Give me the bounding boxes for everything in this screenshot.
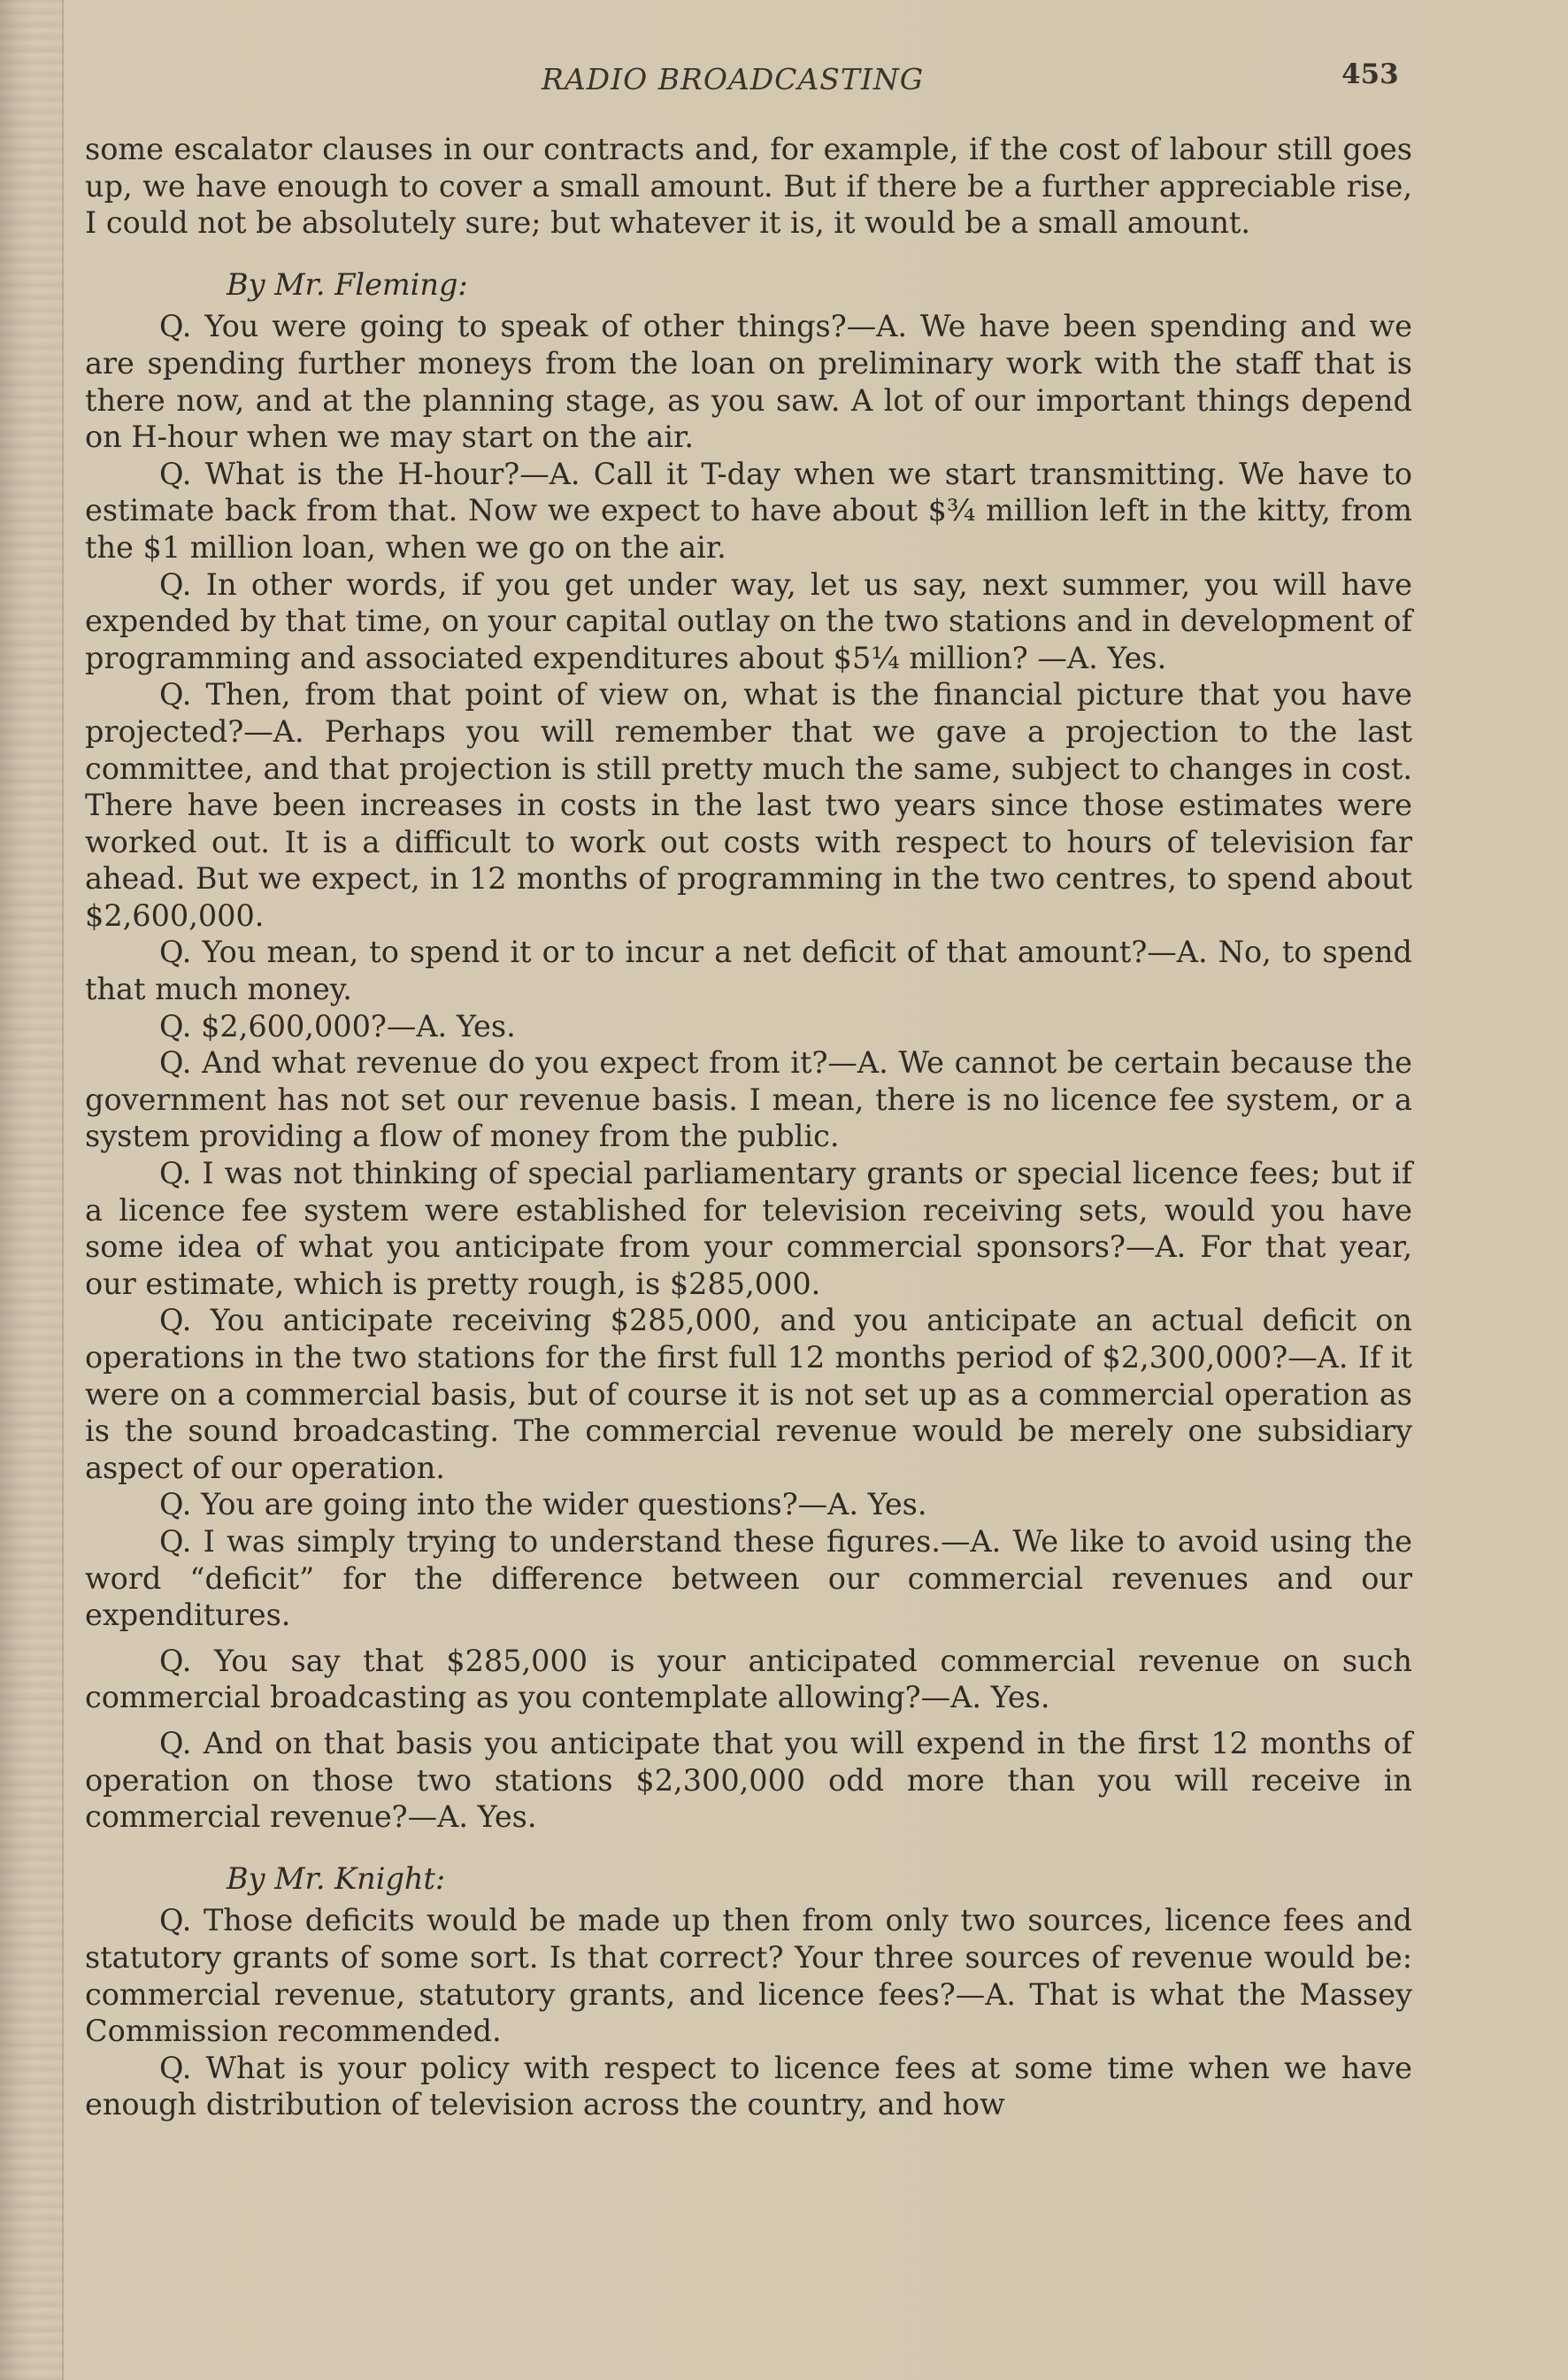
paragraph: Q. You mean, to spend it or to incur a net deficit of that amount?—A. No, to spend that much money. <box>85 935 1412 1007</box>
paragraph: some escalator clauses in our contracts and, for example, if the cost of labour still goes up, we have enough to cover a small amount. But if there be a further appreciable rise, I could not be absolutely sure; but whatever it is, it would be a small amount. <box>85 132 1412 241</box>
speaker-heading: By Mr. Fleming: <box>227 266 468 302</box>
paragraph: Q. You were going to speak of other things?—A. We have been spending and we are spending further moneys from the loan on preliminary work with the staff that is there now, and at the planning stage, as you saw. A lot of our important things depend on H-hour when we may start on the air. <box>85 309 1412 455</box>
paragraph: Q. I was simply trying to understand these figures.—A. We like to avoid using the word “deficit” for the difference between our commercial revenues and our expenditures. <box>85 1523 1412 1633</box>
paragraph: Q. You anticipate receiving $285,000, and you anticipate an actual deficit on operations in the two stations for the first full 12 months period of $2,300,000?—A. If it were on a commercial basis, but of course it is not set up as a commercial operation as is the sound broadcasting. The commercial revenue would be merely one subsidiary aspect of our operation. <box>85 1303 1412 1485</box>
paragraph: Q. What is your policy with respect to licence fees at some time when we have enough distribution of television across the country, and how <box>85 2050 1412 2122</box>
paragraph: Q. $2,600,000?—A. Yes. <box>159 1008 516 1044</box>
speaker-heading: By Mr. Knight: <box>227 1860 446 1896</box>
paragraph: Q. Those deficits would be made up then from only two sources, licence fees and statutory grants of some sort. Is that correct? Your three sources of revenue would be: commercial revenue, statutory grants, and licence fees?—A. That is what the Massey Commission recommended. <box>85 1903 1412 2049</box>
paragraph: Q. You say that $285,000 is your anticipated commercial revenue on such commercial broadcasting as you contemplate allowing?—A. Yes. <box>85 1643 1412 1715</box>
paragraph-gap <box>85 1716 1412 1725</box>
paragraph: Q. And what revenue do you expect from it?—A. We cannot be certain because the government has not set our revenue basis. I mean, there is no licence fee system, or a system providing a flow of money from the public. <box>85 1045 1412 1154</box>
running-title: RADIO BROADCASTING <box>542 62 925 96</box>
page-number: 453 <box>1341 58 1399 90</box>
paragraph-gap <box>85 1634 1412 1643</box>
paragraph: Q. Then, from that point of view on, what is the financial picture that you have projected?—A. Perhaps you will remember that we gave a projection to the last committee, and that projection is still pretty much the same, subject to changes in cost. There have been increases in costs in the last two years since those estimates were worked out. It is a difficult to work out costs with respect to hours of television far ahead. But we expect, in 12 months of programming in the two centres, to spend about $2,600,000. <box>85 677 1412 933</box>
running-head <box>0 57 1568 99</box>
page-binding-edge <box>0 0 64 2380</box>
paragraph: Q. I was not thinking of special parliamentary grants or special licence fees; but if a licence fee system were established for television receiving sets, would you have some idea of what you anticipate from your commercial sponsors?—A. For that year, our estimate, which is pretty rough, is $285,000. <box>85 1156 1412 1301</box>
paragraph: Q. In other words, if you get under way, let us say, next summer, you will have expended by that time, on your capital outlay on the two stations and in development of programming and associated expenditures about $5¼ million? —A. Yes. <box>85 566 1412 675</box>
paragraph: Q. What is the H-hour?—A. Call it T-day when we start transmitting. We have to estimate back from that. Now we expect to have about $¾ million left in the kitty, from the $1 million loan, when we go on the air. <box>85 456 1412 565</box>
paragraph: Q. You are going into the wider questions?—A. Yes. <box>159 1487 927 1522</box>
body-text <box>85 131 1412 2123</box>
paragraph: Q. And on that basis you anticipate that you will expend in the first 12 months of operation on those two stations $2,300,000 odd more than you will receive in commercial revenue?—A. Yes. <box>85 1725 1412 1835</box>
